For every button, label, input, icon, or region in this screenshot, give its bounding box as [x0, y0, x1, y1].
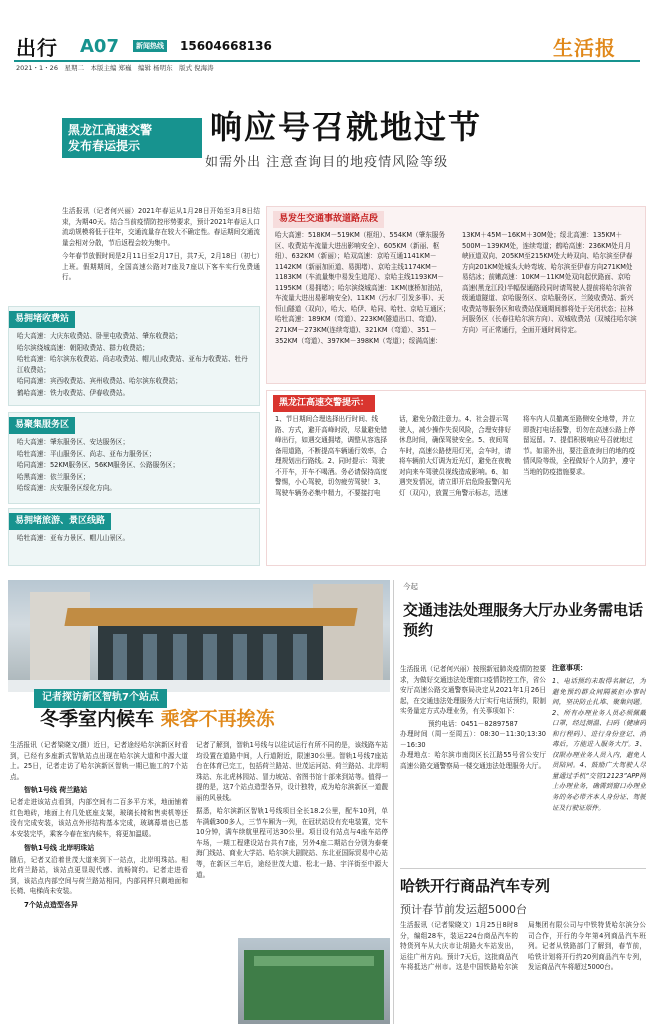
masthead [0, 0, 654, 70]
photo-caption: 记者探访新区智轨7个站点 [34, 689, 167, 708]
traffic-story-col-1 [400, 664, 546, 864]
train-story-body: 生活报讯（记者梁晓文）1月25日8时8分，编组28车，装运224台商品汽车的特货列车从大庆市让胡路火车站发出，运往广州方向。预计7天后，这批商品汽车将抵达广州市。这是中国铁路哈尔滨局集团有限公司与中铁特货哈尔滨分公司合作，开行的今年第4列商品汽车班列。记者从铁路部门了解到，春节前，哈铁计划将开行约20列商品汽车专列，发运商品汽车将超过5000台。 [400, 921, 646, 972]
box-accident-sections [266, 206, 646, 384]
box-scenic-list [9, 533, 259, 544]
list-item: 哈绥高速：庆安服务区绥化方向。 [17, 484, 116, 493]
newspaper-logo: 生活报 [553, 36, 616, 60]
photo-window [203, 634, 217, 684]
photo-station-roof [64, 608, 357, 626]
section-divider [400, 868, 646, 869]
photo-story-subhead-3: 7个站点造型各异 [24, 900, 78, 909]
lead-paragraph-2: 今年春节放假时间是2月11日至2月17日，共7天，2月18日（初七）上班。假期期间，全国高速公路对7座及7座以下客车实行免费通行。 [62, 252, 260, 282]
box-police-tips [266, 390, 646, 566]
column-divider [393, 580, 394, 1024]
list-item: 哈黑高速：依兰服务区； [17, 472, 90, 481]
lead-text [62, 206, 260, 306]
box-accident-text: 哈大高速：518KM－519KM（枢纽）、554KM（肇东服务区、收费站车流量大进出影响安全）、605KM（新丽、枢纽）、632KM（新丽）；哈双高速：京哈互通1141KM－1142KM（新丽加匝道、易拥堵）、京哈主线1174KM－1183KM（车流量集中易发生追尾）、京哈主线1193KM－1195KM（易拥堵）；哈尔滨绕城高速：1KM(康桥加油站，车流量大进出易影响安全)、11KM（污水厂引发多事）、天恒山隧道（双向），哈大、哈伊、哈同、哈牡、京哈互通区；哈牡高速：189KM（弯道）、223KM(隧道出口、弯道)、271KM－273KM(连续弯道)、321KM（弯道）、351－352KM（弯道）、397KM－398KM（弯道）；绥满高速：13KM＋45M－16KM＋30M处；绥北高速：135KM＋500M－139KM处，连续弯道；鹤哈高速：236KM处月月峡匝道双向、205KM至215KM处大岭双向、哈尔滨至伊春方向201KM处城头大岭弯坡、哈尔滨至伊春方向271KM处易结冰；前嫩高速：10KM－11KM处双向起伏路面、京哈高速(黑龙江段)半幅保通路段同时请驾驶人提前将哈尔滨省级通道隧道、京哈服务区、京哈服务区、兰陵收费站、新兴收费站等服务区和收费站保通期间都将处于关闭状态；拉林河服务区（长春往哈尔滨方向）、双城收费站（双城往哈尔滨方向）可正常通行，全面开通时间待定。 [275, 231, 637, 345]
box-toll-heading: 易拥堵收费站 [9, 311, 75, 328]
photo-story-col-2 [196, 740, 388, 936]
photo-story-lead: 生活报讯（记者梁晓文/摄）近日，记者途经哈尔滨新区时看到，已经有多座新式智轨站点出现在哈尔滨大道和中源大道上。25日，记者走访了哈尔滨新区智轨一期已施工的7个站点。 [10, 741, 188, 781]
list-item: 哈尔滨绕城高速：朝阳收费站、群力收费站； [17, 343, 149, 352]
train-story-subtitle: 预计春节前发运超5000台 [400, 903, 527, 916]
section-name: 出行 [16, 36, 58, 60]
page-number: A07 [80, 36, 119, 57]
train-photo-stripe [254, 956, 374, 966]
box-toll-stations [8, 306, 260, 406]
photo-window [143, 634, 157, 684]
photo-building-right [313, 584, 383, 692]
kicker-line-2: 发布春运提示 [68, 139, 141, 154]
photo-story-section-3: 记者了解到，智轨1号线与以往试运行有所不同的是，该线路车站均设置在道路中间，人行道附近，限速30公里。智轨1号线7座站台在体育已完工，包括荷兰路站、世茂运河站、荷兰路站、北岸明珠站、东北虎林园站、冒力坡站、省图书馆十部来到站等。值得一提的是，这7个站点造型各异，设计独特，成为哈尔滨新区一道靓丽的风景线。 [196, 741, 388, 802]
list-item: 哈牡高速：哈尔滨东收费站、尚志收费站、帽儿山收费站、亚布力收费站、牡丹江收费站； [17, 355, 248, 374]
list-item: 哈同高速：52KM服务区、56KM服务区、公路服务区； [17, 461, 180, 470]
list-item: 鹤哈高速：铁力收费站、伊春收费站。 [17, 388, 130, 397]
traffic-story-title: 交通违法处理服务大厅办业务需电话预约 [403, 601, 644, 640]
traffic-notice-text: 1、电话预约未取得名额记，为避免预约群众间隔被拒办事时间，坚决防止扎堆、聚集问题。2、所有办理业务人员必须佩戴口罩，经过测温、扫码（健康码和行程码）、进行身份登记、消毒后，方能进入服务大厅。3、仅限办理业务人员入内，避免人员陪同。4、鼓励广大驾驶人尽量通过手机“交管12123”APP网上办理业务，确需到窗口办理业务的务必带齐本人身份证、驾驶证及行驶证原件。 [552, 677, 646, 812]
photo-window [113, 634, 127, 684]
station-photo [8, 580, 390, 692]
lead-paragraph-1: 生活报讯（记者何兴丽）2021年春运从1月28日开始至3月8日结束，为期40天。结合当前疫情防控形势要求，预计2021年春运人口流动规模将低于往年，交通流量存在较大不确定性。春运期间交通流量会相对分散，节后返程会较为集中。 [62, 207, 260, 247]
list-item: 哈同高速：宾西收费站、宾州收费站、哈尔滨东收费站； [17, 377, 182, 386]
photo-story-subhead-2: 智轨1号线 北岸明珠站 [24, 843, 95, 852]
traffic-story-hours: 办理时间（周一至周五）：08:30－11:30;13:30－16:30 [400, 730, 546, 749]
box-scenic-heading: 易拥堵旅游、景区线路 [9, 513, 111, 530]
photo-story-title-main: 冬季室内候车 [40, 708, 161, 730]
masthead-rule [14, 60, 640, 62]
photo-window [173, 634, 187, 684]
box-service-areas [8, 412, 260, 504]
list-item: 哈大高速：大庆东收费站、卧里屯收费站、肇东收费站； [17, 332, 182, 341]
hotline-tag: 新闻热线 [133, 40, 167, 52]
photo-story-title [40, 706, 275, 734]
train-photo [238, 938, 390, 1024]
hotline-number: 15604668136 [180, 39, 272, 53]
traffic-notice-heading: 注意事项： [552, 664, 587, 672]
traffic-kicker: 今起 [403, 582, 418, 591]
box-tips-heading: 黑龙江高速交警提示： [273, 395, 375, 412]
box-toll-list [9, 331, 259, 398]
box-service-list [9, 437, 259, 494]
main-headline: 响应号召就地过节 [210, 108, 483, 146]
headline-kicker [62, 118, 202, 158]
box-service-heading: 易聚集服务区 [9, 417, 75, 434]
photo-story-title-highlight: 乘客不再挨冻 [160, 708, 275, 730]
box-tips-text: 1、节日期间合理选择出行时间、线路、方式，避开高峰时段，尽量避免错峰出行，如遇交通拥堵，调整从容选择备用道路，不断提高车辆通行效率，合理规划出行路线。2、同时提示：驾驶不开车，开车不喝酒。务必请保持高度警惕，小心驾驶，切勿疲劳驾驶！3、驾驶车辆务必集中精力，不要接打电话，避免分散注意力。4、社会提示驾驶人，减少操作失误风险，合理安排好休息时间，确保驾驶安全。5、夜间驾车时，高速公路使用灯光，会车时，请将车辆前大灯调为近光灯，避免在夜晚对向来车驾驶员视线造成影响。6、如遇突发情况，请立即开启危险报警闪光灯（双闪），放置三角警示标志，迅速将车内人员撤离至路侧安全地带，并立即拨打电话报警，切勿在高速公路上停留逗留。7、提倡积极响应号召就地过节。如需外出，要注意查询目的地的疫情风险等级，全程做好个人防护，遵守当地的防疫措施要求。 [275, 415, 636, 497]
list-item: 哈大高速：肇东服务区、安达服务区； [17, 438, 130, 447]
list-item: 哈牡高速：平山服务区、尚志、亚布力服务区； [17, 449, 156, 458]
photo-window [233, 634, 247, 684]
traffic-story-phone: 预约电话：0451－82897587 [428, 719, 518, 728]
photo-story-subhead-1: 智轨1号线 荷兰路站 [24, 786, 88, 795]
train-story-title: 哈铁开行商品汽车专列 [400, 877, 551, 895]
box-scenic-routes [8, 508, 260, 566]
photo-window [293, 634, 307, 684]
list-item: 哈牡高速：亚布力景区、帽儿山景区。 [17, 534, 130, 543]
main-subheadline: 如需外出 注意查询目的地疫情风险等级 [205, 155, 449, 170]
traffic-story-address: 办理地点：哈尔滨市南岗区长江路55号省公安厅高速公路交通警察局一楼交通违法处理服务大厅。 [400, 751, 546, 770]
box-accident-heading: 易发生交通事故道路点段 [273, 211, 384, 228]
kicker-line-1: 黑龙江高速交警 [68, 123, 153, 137]
dateline: 2021・1・26 星期二 本版主编 郑巍 编辑 杨明东 版式 倪海涛 [16, 64, 214, 72]
photo-story-section-2: 随后，记者又沿着世茂大道来到下一站点，北岸明珠站。相比荷兰路站，该站点更显现代感、流畅简约。记者走进看到，该站点内部空间与荷兰路站相同，内部同样只剩地面和长椅、电梯尚未安装。 [10, 855, 188, 896]
photo-story-section-4: 据悉，哈尔滨新区智轨1号线项目全长18.2公里，配车10列，单车满载300多人，三节车厢为一列，在冠状站设有充电装置，完车10分钟，满车续航里程可达30公里。项目设有站点与4座车站停车场，一期工程建设站台共有7座，另外4座二期站台分别为泰豪海门线站、商业大学站、哈尔滨大剧院站、东北亚国际贸易中心站等，在新区三年后，途经世茂大道、松北一路、宇洋街至中源大道。 [196, 807, 388, 879]
photo-window [263, 634, 277, 684]
traffic-story-body: 生活报讯（记者何兴丽）按照新冠肺炎疫情防控要求，为做好交通违法处理窗口疫情防控工作，省公安厅高速公路交通警察局决定从2021年1月26日起，在交通违法处理服务大厅实行电话预约，限制实务量定方式办理业务，有关事项如下： [400, 665, 546, 716]
photo-story-col-1 [10, 740, 188, 1024]
photo-building-left [30, 592, 90, 692]
photo-story-section-1: 记者走进该站点看到，内部空间有二百多平方米，地面铺着红色地砖，地面上有几处底座支架，玻璃长椅和售卖机等还没有完成安装，该站点外形结构基本完成，玻璃幕墙也已基本安装完毕，乘客今春在室内候车，将更加温暖。 [10, 798, 188, 839]
